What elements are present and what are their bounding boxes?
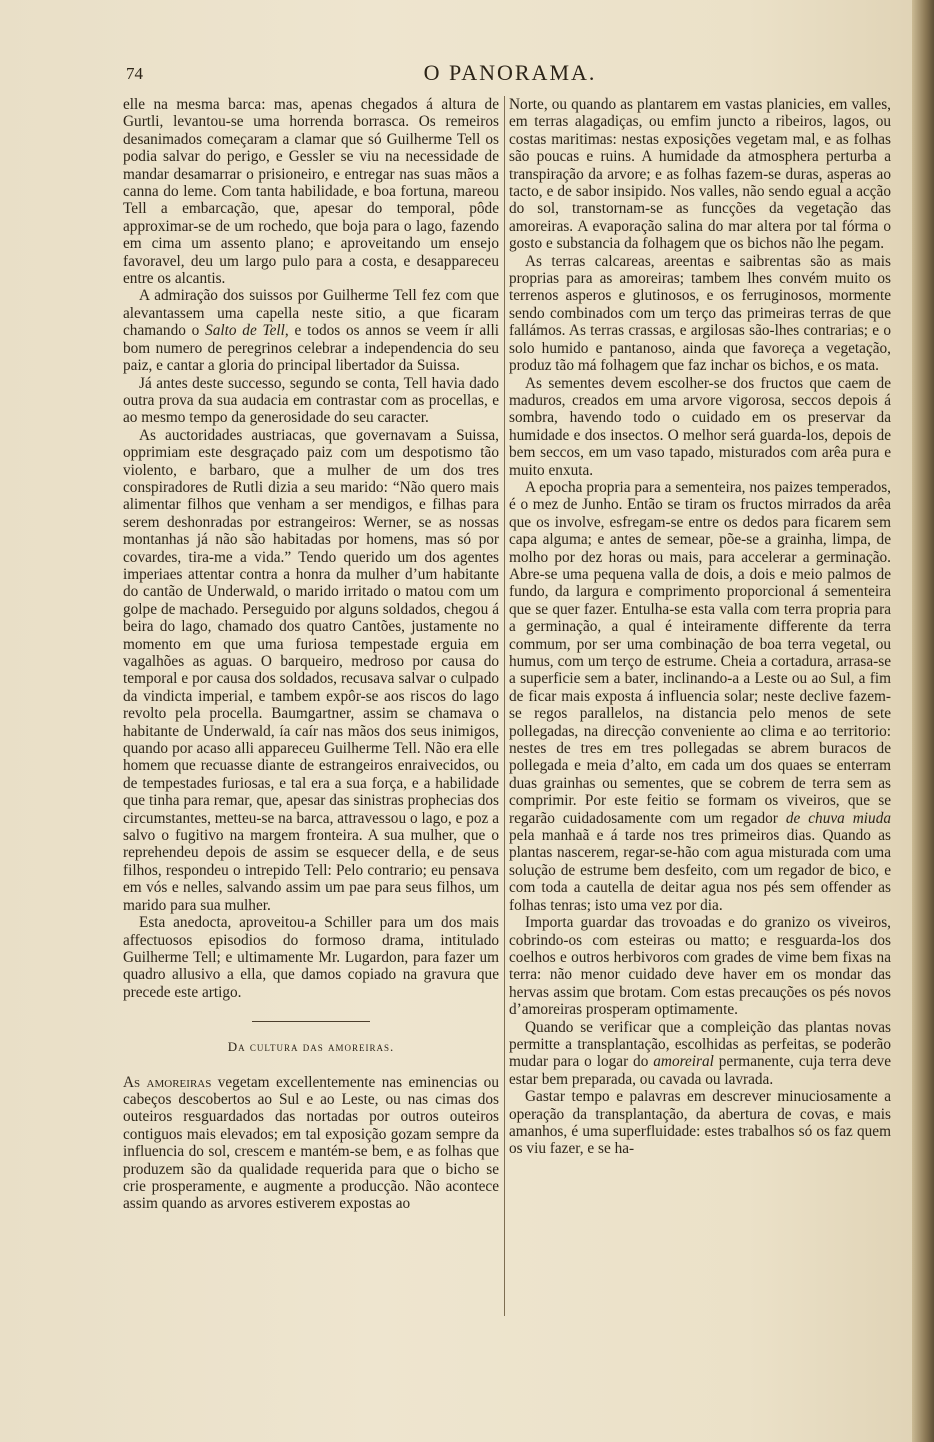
paragraph: Já antes deste successo, segundo se conta, Tell havia dado outra prova da sua audacia em contrastar com as procellas, e ao mesmo tempo da generosidade do seu caracter. [123,374,499,427]
text-run: pela manhaã e á tarde nos tres primeiros dias. Quando as plantas nascerem, regar-se-hão com agua misturada com uma solução de estrume bem desfeito, com um regador de bico, e com toda a cautella de deitar agua nos pés sem offender as folhas tenras; isto uma vez por dia. [509,827,891,914]
section-title: Da cultura das amoreiras. [227,1039,395,1055]
paragraph [509,1019,891,1089]
italic-text: de chuva miuda [785,809,891,827]
italic-text: amoreiral [653,1053,714,1071]
paragraph: Gastar tempo e palavras em descrever minuciosamente a operação da transplantação, da abertura de covas, e mais amanhos, é uma superfluidade: estes trabalhos só os faz quem os viu fazer, e se ha- [509,1088,891,1158]
paragraph: As sementes devem escolher-se dos fructos que caem de maduros, creados em uma arvore vigorosa, seccos depois á sombra, havendo todo o cuidado em os preservar da humidade e dos insectos. O melhor será guarda-los, depois de bem seccos, em um vaso tapado, misturados com arêa pura e muito enxuta. [509,374,891,479]
page-header [120,58,900,90]
paragraph: Norte, ou quando as plantarem em vastas planicies, em valles, em terras alagadiças, ou emfim juncto a ribeiros, lagos, ou costas maritimas: nestas exposições vegetam mal, e as folhas são poucas e ruins. A humidade da atmosphera perturba a transpiração da arvore; e as folhas fazem-se duras, asperas ao tacto, e de sabor insipido. Nos valles, não sendo egual a acção do sol, transtornam-se as funcções da vegetação das amoreiras. A evaporação salina do mar altera por tal fórma o gosto e substancia da folhagem que os bichos não lhe pegam. [509,96,891,253]
journal-title: O PANORAMA. [423,60,597,85]
right-column [509,96,891,1158]
text-run: vegetam excellentemente nas eminencias ou cabeços descobertos ao Sul e ao Leste, ou nas cimas dos outeiros resguardados das nortadas por outros outeiros contiguos mais elevados; em tal exposição gozam sempre da influencia do sol, crescem e mantém-se bem, e as folhas que produzem são da qualidade requerida para que o bicho se crie prosperamente, e augmente a producção. Não acontece assim quando as arvores estiverem expostas ao [123,1073,499,1213]
text-run: , e todos os annos se veem ír alli bom numero de peregrinos celebrar a independencia do seu paiz, e cantar a gloria do principal libertador da Suissa. [123,322,499,375]
text-run: A epocha propria para a sementeira, nos paizes temperados, é o mez de Junho. Então se tiram os fructos mirrados da arêa que os involve, esfregam-se entre os dedos para ficarem sem capa alguma; e antes de semear, põe-se a grainha, limpa, de molho por dez horas ou mais, para accelerar a germinação. Abre-se uma pequena valla de dois, a dois e meio palmos de fundo, da largura e comprimento proporcional á sementeira que se quer fazer. Entulha-se esta valla com terra propria para a germinação, a qual é inteiramente differente da terra commum, por ser uma combinação de boa terra vegetal, ou humus, com um terço de estrume. Cheia a cortadura, arrasa-se a superficie sem a bater, inclinando-a a Leste ou ao Sul, a fim de ficar mais exposta á influencia solar; neste declive fazem-se regos parallelos, na distancia pelo menos de sete pollegadas, na direcção conveniente ao clima e ao territorio: nestes de tres em tres pollegadas se abrem buracos de pollegada e meia d’alto, em cada um dos quaes se enterram duas grainhas ou sementes, que se cobrem de terra sem as comprimir. Por este feitio se formam os viveiros, que se regarão cuidadosamente com um regador [509,478,891,827]
left-column [123,96,499,1213]
italic-text: Salto de Tell [205,322,285,340]
text-run: Quando se verificar que a compleição das plantas novas permitte a transplantação, escolhidas as perfeitas, se poderão mudar para o logar do [509,1018,891,1071]
paragraph: Importa guardar das trovoadas e do granizo os viveiros, cobrindo-os com esteiras ou matto; e resguarda-los dos coelhos e outros herbivoros com grades de vime bem fixas na terra: não menor cuidado deve haver em os mondar das hervas assim que brotam. Com estas precauções os pés novos d’amoreiras prosperam optimamente. [509,914,891,1019]
page-number: 74 [126,64,143,83]
lead-caps: As amoreiras [123,1073,212,1091]
text-run: permanente, cuja terra deve estar bem preparada, ou cavada ou lavrada. [509,1053,891,1088]
paragraph: Esta anedocta, aproveitou-a Schiller para um dos mais affectuosos episodios do formoso drama, intitulado Guilherme Tell; e ultimamente Mr. Lugardon, para fazer um quadro allusivo a ella, que damos copiado na gravura que precede este artigo. [123,914,499,1001]
paragraph: As auctoridades austriacas, que governavam a Suissa, opprimiam este desgraçado paiz com um despotismo tão violento, e barbaro, que a mulher de um dos tres conspiradores de Rutli dizia a seu marido: “Não quero mais alimentar filhos que venham a ser mendigos, e filhas para serem deshonradas por estrangeiros: Werner, se as nossas montanhas já não são habitadas por homens, mas só por covardes, tira-me a vida.” Tendo querido um dos agentes imperiaes attentar contra a honra da mulher d’um habitante do cantão de Underwald, o marido irritado o matou com um golpe de machado. Perseguido por alguns soldados, chegou á beira do lago, chamado dos quatro Cantões, justamente no momento em que uma furiosa tempestade erguia em vagalhões as aguas. O barqueiro, medroso por causa do temporal e por causa dos soldados, recusava salvar o culpado da vindicta imperial, e tambem expôr-se aos riscos do lago revolto pela procella. Baumgartner, assim se chamava o habitante de Underwald, ía caír nas mãos dos seus inimigos, quando por acaso alli appareceu Guilherme Tell. Não era elle homem que recuasse diante de estrangeiros enraivecidos, ou de tempestades furiosas, e tal era a sua força, e a habilidade que tinha para remar, que, apesar das sinistras prophecias dos circumstantes, metteu-se na barca, attravessou o lago, e poz a salvo o fugitivo na margem fronteira. A sua mulher, que o reprehendeu depois de assim se esquecer della, e de seus filhos, respondeu o intrepido Tell: Pelo contrario; eu pensava em vós e nelles, salvando assim um pae para seus filhos, um marido para sua mulher. [123,426,499,914]
book-spine [912,0,934,1442]
text-run: A admiração dos suissos por Guilherme Tell fez com que alevantassem uma capella neste sitio, a que ficaram chamando o [123,287,499,340]
paragraph [123,1074,499,1213]
paragraph [509,479,891,914]
paragraph: elle na mesma barca: mas, apenas chegados á altura de Gurtli, levantou-se uma horrenda borrasca. Os remeiros desanimados começaram a clamar que só Guilherme Tell os podia salvar do perigo, e Gessler se viu na necessidade de mandar desamarrar o prisioneiro, e entregar nas suas mãos a canna do leme. Com tanta habilidade, e boa fortuna, mareou Tell a embarcação, que, apesar do temporal, pôde approximar-se de um rochedo, que boja para o lago, fazendo em cima um assento plano; e aproveitando um ensejo favoravel, deu um largo pulo para a costa, e desappareceu entre os alcantis. [123,96,499,288]
section-divider [252,1021,370,1022]
paragraph [123,287,499,374]
column-divider [504,96,505,1316]
paragraph: As terras calcareas, areentas e saibrentas são as mais proprias para as amoreiras; tambem lhes convém muito os terrenos asperos e glutinosos, e os ferruginosos, mormente sendo combinados com um terço das primeiras terras de que fallámos. As terras crassas, e argilosas são-lhes contrarias; e o solo humido e pantanoso, ainda que favoreça a vegetação, produz tão má folhagem que faz inchar os bichos, e os mata. [509,252,891,375]
